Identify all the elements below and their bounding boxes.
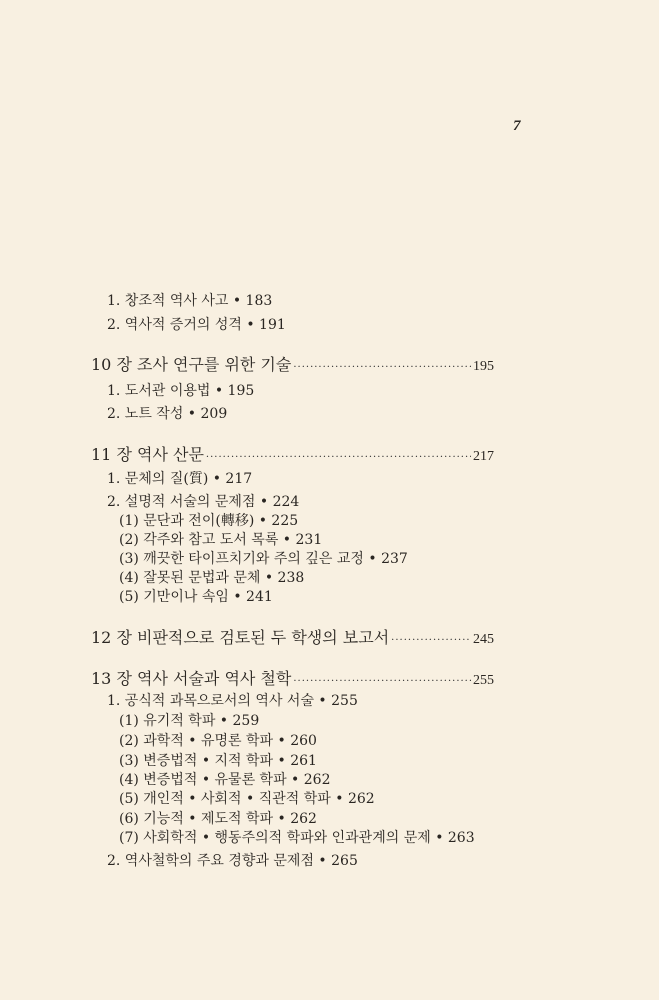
chapter-title: 12 장 비판적으로 검토된 두 학생의 보고서: [91, 628, 390, 647]
chapter-13-heading: [91, 666, 494, 689]
toc-entry: 2. 설명적 서술의 문제점 • 224: [107, 494, 300, 510]
toc-entry: 2. 역사적 증거의 성격 • 191: [107, 317, 286, 333]
toc-subentry: (5) 기만이나 속임 • 241: [119, 589, 273, 605]
chapter-title: 10 장 조사 연구를 위한 기술: [91, 355, 292, 374]
toc-entry: 2. 노트 작성 • 209: [107, 406, 228, 422]
toc-subentry: (1) 유기적 학파 • 259: [119, 713, 260, 729]
toc-entry: 1. 문체의 질(質) • 217: [107, 471, 253, 487]
chapter-page: 255: [473, 673, 494, 688]
toc-subentry: (5) 개인적 • 사회적 • 직관적 학파 • 262: [119, 791, 375, 807]
toc-subentry: (6) 기능적 • 제도적 학파 • 262: [119, 811, 317, 827]
dot-leader: [293, 676, 471, 687]
toc-subentry: (2) 과학적 • 유명론 학파 • 260: [119, 733, 317, 749]
toc-entry: 1. 도서관 이용법 • 195: [107, 383, 255, 399]
toc-entry: 2. 역사철학의 주요 경향과 문제점 • 265: [107, 853, 358, 869]
chapter-page: 245: [473, 632, 494, 647]
toc-subentry: (1) 문단과 전이(轉移) • 225: [119, 513, 299, 529]
chapter-10-heading: [91, 352, 494, 375]
toc-subentry: (3) 깨끗한 타이프치기와 주의 깊은 교정 • 237: [119, 551, 408, 567]
dot-leader: [391, 635, 471, 646]
toc-entry: 1. 창조적 역사 사고 • 183: [107, 293, 273, 309]
toc-subentry: (4) 변증법적 • 유물론 학파 • 262: [119, 772, 331, 788]
toc-subentry: (7) 사회학적 • 행동주의적 학파와 인과관계의 문제 • 263: [119, 830, 475, 846]
page-number: 7: [513, 118, 521, 134]
toc-subentry: (4) 잘못된 문법과 문체 • 238: [119, 570, 305, 586]
dot-leader: [206, 452, 471, 463]
chapter-title: 13 장 역사 서술과 역사 철학: [91, 669, 292, 688]
toc-subentry: (2) 각주와 참고 도서 목록 • 231: [119, 532, 323, 548]
dot-leader: [293, 362, 471, 373]
chapter-page: 195: [473, 359, 494, 374]
chapter-title: 11 장 역사 산문: [91, 445, 204, 464]
chapter-11-heading: [91, 442, 494, 465]
toc-entry: 1. 공식적 과목으로서의 역사 서술 • 255: [107, 693, 358, 709]
chapter-page: 217: [473, 449, 494, 464]
chapter-12-heading: [91, 625, 494, 648]
toc-subentry: (3) 변증법적 • 지적 학파 • 261: [119, 753, 317, 769]
